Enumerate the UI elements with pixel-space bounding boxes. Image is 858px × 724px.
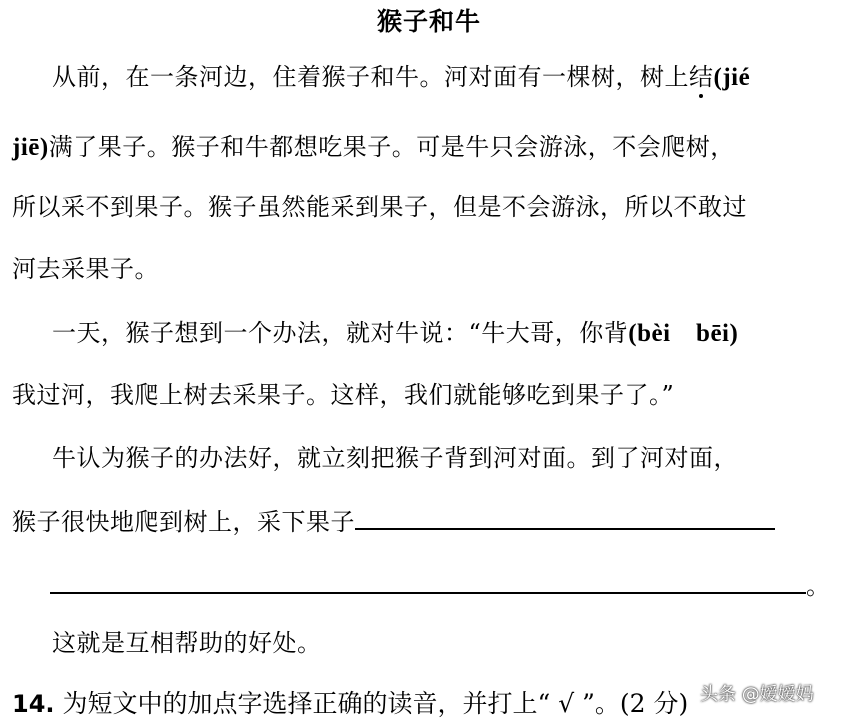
paragraph-1-line-3: 所以采不到果子。猴子虽然能采到果子，但是不会游泳，所以不敢过 bbox=[12, 193, 747, 221]
paragraph-1-line-2 bbox=[12, 132, 735, 163]
paragraph-1-line-1 bbox=[52, 62, 750, 93]
paragraph-3-line-3 bbox=[50, 570, 831, 601]
pinyin-jie-2: jiē) bbox=[12, 134, 49, 161]
answer-blank-2[interactable] bbox=[50, 570, 806, 594]
paragraph-4-line-1: 这就是互相帮助的好处。 bbox=[52, 629, 322, 657]
paragraph-2-line-1 bbox=[52, 318, 738, 349]
paragraph-1-line-4: 河去采果子。 bbox=[12, 255, 159, 283]
paragraph-3-line-2-text: 猴子很快地爬到树上，采下果子 bbox=[12, 508, 355, 536]
question-number-dot: . bbox=[45, 690, 55, 718]
paragraph-2-line-1-text: 一天，猴子想到一个办法，就对牛说：“牛大哥，你背 bbox=[52, 319, 629, 347]
answer-blank-1[interactable] bbox=[355, 506, 775, 530]
paragraph-1-line-2-text: 满了果子。猴子和牛都想吃果子。可是牛只会游泳，不会爬树， bbox=[48, 133, 735, 161]
dotted-char-jie: 结 bbox=[689, 63, 714, 91]
pinyin-jie: (jié bbox=[713, 64, 751, 91]
paragraph-3-line-3-end: 。 bbox=[806, 572, 831, 600]
question-14 bbox=[12, 688, 688, 720]
paragraph-1-line-1-text: 从前，在一条河边，住着猴子和牛。河对面有一棵树，树上 bbox=[52, 63, 689, 91]
question-text: 为短文中的加点字选择正确的读音，并打上“ √ ”。(2 分) bbox=[62, 689, 689, 718]
paragraph-3-line-2 bbox=[12, 506, 775, 537]
paragraph-3-line-1: 牛认为猴子的办法好，就立刻把猴子背到河对面。到了河对面， bbox=[52, 444, 738, 472]
pinyin-bei: (bèi bēi) bbox=[628, 320, 739, 347]
question-number: 14 bbox=[12, 690, 46, 718]
watermark-text: 头条 @嫒嫒妈 bbox=[700, 684, 814, 705]
paragraph-2-line-2: 我过河，我爬上树去采果子。这样，我们就能够吃到果子了。” bbox=[12, 381, 675, 409]
story-title: 猴子和牛 bbox=[376, 7, 481, 36]
